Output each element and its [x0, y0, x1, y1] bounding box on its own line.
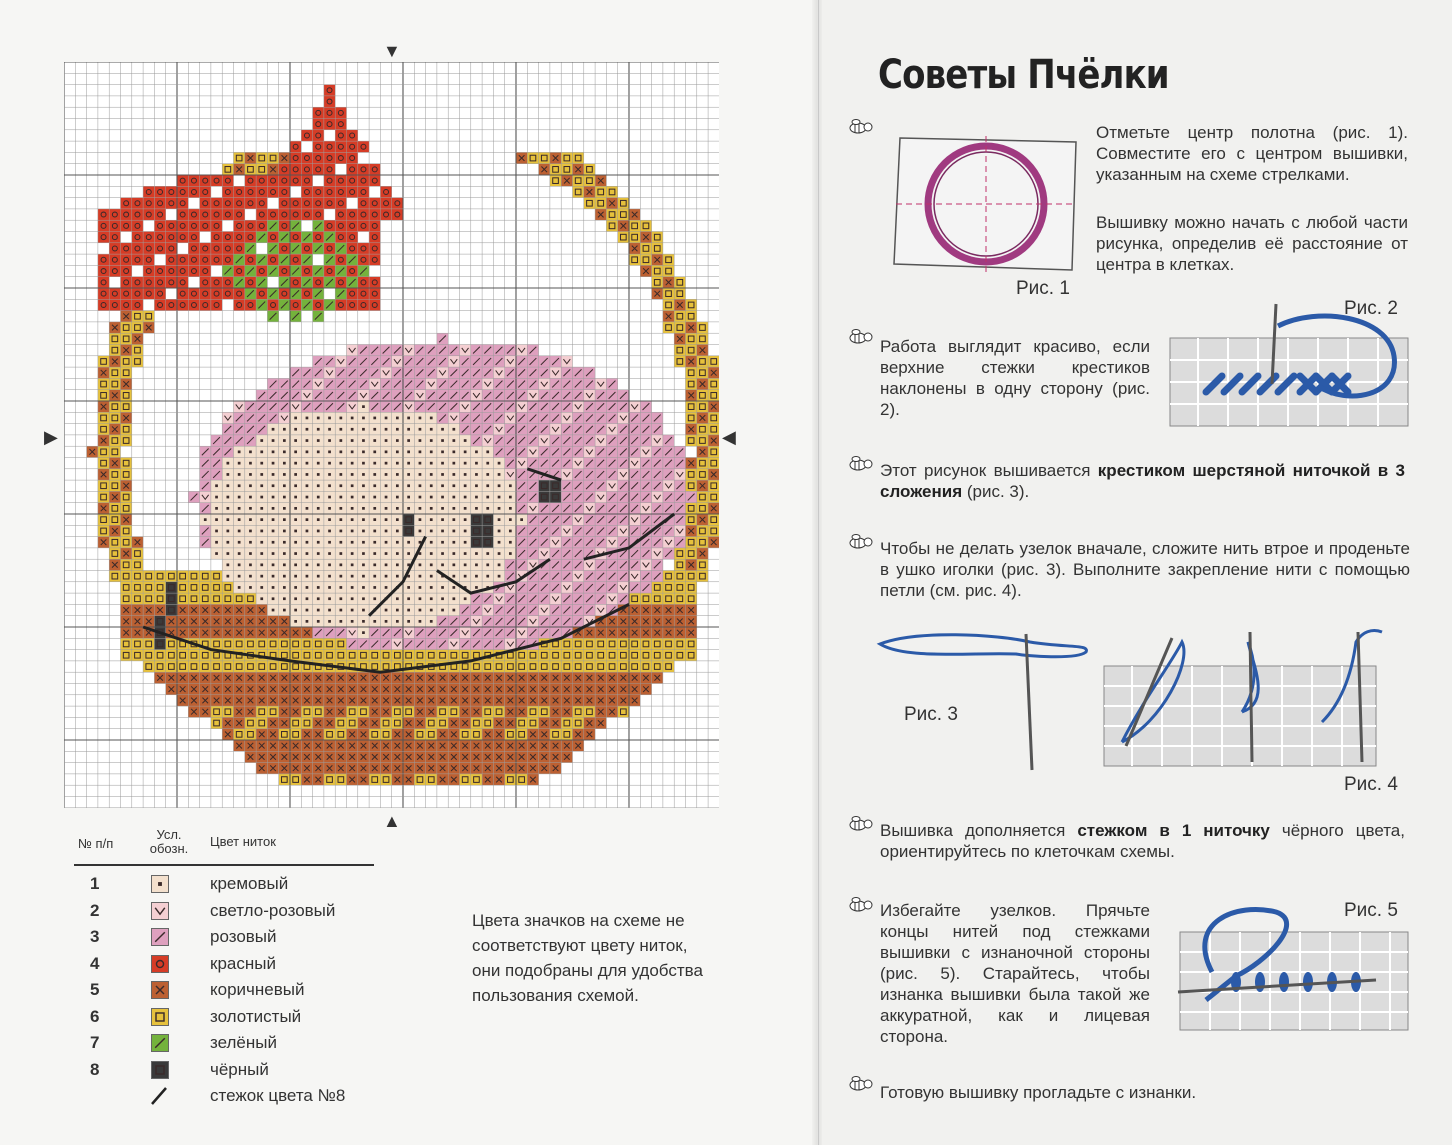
legend-symbol-circle-icon [151, 955, 169, 973]
tip-stitch-direction-text: Работа выглядит красиво, если верхние стежки крестиков наклонены в одну сторону (рис. 2). [880, 337, 1150, 419]
page-fold [812, 0, 822, 1145]
tip-thread-text-pre: Этот рисунок вышивается [880, 461, 1098, 480]
legend-row-color-name: розовый [210, 927, 277, 946]
loop-fastening-illustration [1102, 622, 1408, 772]
legend-row [74, 1084, 374, 1110]
legend-symbol-dot-icon [151, 875, 169, 893]
legend-symbol-cross-icon [151, 981, 169, 999]
bee-icon [846, 455, 874, 473]
fig3-label: Рис. 3 [904, 704, 958, 725]
stitch-direction-illustration [1168, 296, 1412, 430]
tip-backstitch-text [880, 820, 1405, 862]
legend-header-color: Цвет ниток [210, 834, 276, 849]
backstitch-symbol-icon [148, 1084, 172, 1108]
legend-symbol-square-icon [151, 1061, 169, 1079]
legend-row [74, 899, 374, 925]
legend-row-color-name: коричневый [210, 980, 305, 999]
legend-symbol-square-icon [151, 1008, 169, 1026]
legend-header-symbol-line1: Усл. [156, 827, 182, 842]
legend-row-number: 2 [90, 900, 100, 920]
legend-symbol-v-icon [151, 902, 169, 920]
legend-row-number: 5 [90, 980, 100, 999]
legend-row-color-name: чёрный [210, 1059, 269, 1079]
fig5-label: Рис. 5 [1344, 900, 1398, 921]
center-arrow-right-icon: ◀ [722, 427, 736, 447]
legend-row-number: 8 [90, 1059, 100, 1079]
legend-row [74, 978, 374, 1004]
legend-row-number: 4 [90, 953, 100, 973]
center-arrow-bottom-icon: ▲ [383, 811, 401, 831]
cross-stitch-chart [64, 62, 719, 808]
tip-knot-text: Чтобы не делать узелок вначале, сложите нить втрое и проденьте в ушко иголки (рис. 3). Выполните закрепление нити с помощью петли (см. рис. 4). [880, 539, 1410, 600]
bee-icon [846, 533, 874, 551]
tip-backstitch-text-post: чёрного цвета, ориентируйтесь по клеточкам схемы. [880, 821, 1405, 861]
tip-iron-text: Готовую вышивку прогладьте с изнанки. [880, 1083, 1197, 1102]
legend-header-number: № п/п [78, 836, 114, 851]
hoop-illustration [886, 130, 1082, 278]
legend-row-number: 1 [90, 874, 100, 893]
bee-icon [846, 815, 874, 833]
tip-start-text: Вышивку можно начать с любой части рисунка, определив её расстояние от центра в клетках. [1096, 213, 1408, 274]
bee-icon [846, 896, 874, 914]
center-arrow-left-icon: ▶ [44, 427, 58, 447]
tip-center-text: Отметьте центр полотна (рис. 1). Совместите его с центром вышивки, указанным на схеме стрелками. [1096, 123, 1408, 184]
page-title: Советы Пчёлки [878, 52, 1169, 98]
tip-thread-text-bold: крестиком шерстяной ниточкой в 3 сложения [880, 461, 1405, 501]
legend-row-number: 3 [90, 927, 100, 946]
tip-hide-ends-text: Избегайте узелков. Прячьте концы нитей под стежками вышивки с изнаночной стороны (рис. 5). Старайтесь, чтобы изнанка вышивки была такой же аккуратной, как и лицевая сторона. [880, 901, 1150, 1046]
legend-row-color-name: стежок цвета №8 [210, 1086, 346, 1105]
legend-row-color-name: зелёный [210, 1033, 277, 1052]
fig2-label: Рис. 2 [1344, 298, 1398, 319]
legend-row [74, 925, 374, 951]
legend-symbol-slash-icon [151, 928, 169, 946]
legend-symbol-slash-icon [151, 1034, 169, 1052]
legend-divider [74, 864, 374, 866]
legend-row [74, 1058, 374, 1084]
bee-icon [846, 1075, 874, 1093]
legend-row-color-name: кремовый [210, 874, 289, 893]
legend-row-color-name: светло-розовый [210, 900, 336, 920]
threaded-needle-illustration [876, 630, 1096, 774]
bee-icon [846, 328, 874, 346]
bee-icon [846, 118, 874, 136]
center-arrow-top-icon: ▼ [383, 41, 401, 61]
fig1-label: Рис. 1 [1016, 278, 1070, 299]
legend-row-color-name: красный [210, 953, 276, 973]
legend-header-symbol [144, 828, 194, 856]
fig4-label: Рис. 4 [1344, 774, 1398, 795]
hidden-ends-illustration [1176, 902, 1412, 1032]
legend-row [74, 1031, 374, 1057]
legend-row-color-name: золотистый [210, 1006, 302, 1026]
symbol-note: Цвета значков на схеме не соответствуют цвету ниток, они подобраны для удобства пользования схемой. [472, 911, 703, 1005]
tip-backstitch-text-pre: Вышивка дополняется [880, 821, 1078, 840]
legend-row-number: 7 [90, 1033, 100, 1052]
legend-header-symbol-line2: обозн. [149, 841, 189, 856]
tip-thread-text-post: (рис. 3). [962, 482, 1030, 501]
legend-row [74, 1005, 374, 1031]
tip-backstitch-text-bold: стежком в 1 ниточку [1077, 821, 1270, 840]
tip-thread-text [880, 460, 1405, 502]
legend-row [74, 872, 374, 898]
legend-row-number: 6 [90, 1006, 100, 1026]
legend-row [74, 952, 374, 978]
